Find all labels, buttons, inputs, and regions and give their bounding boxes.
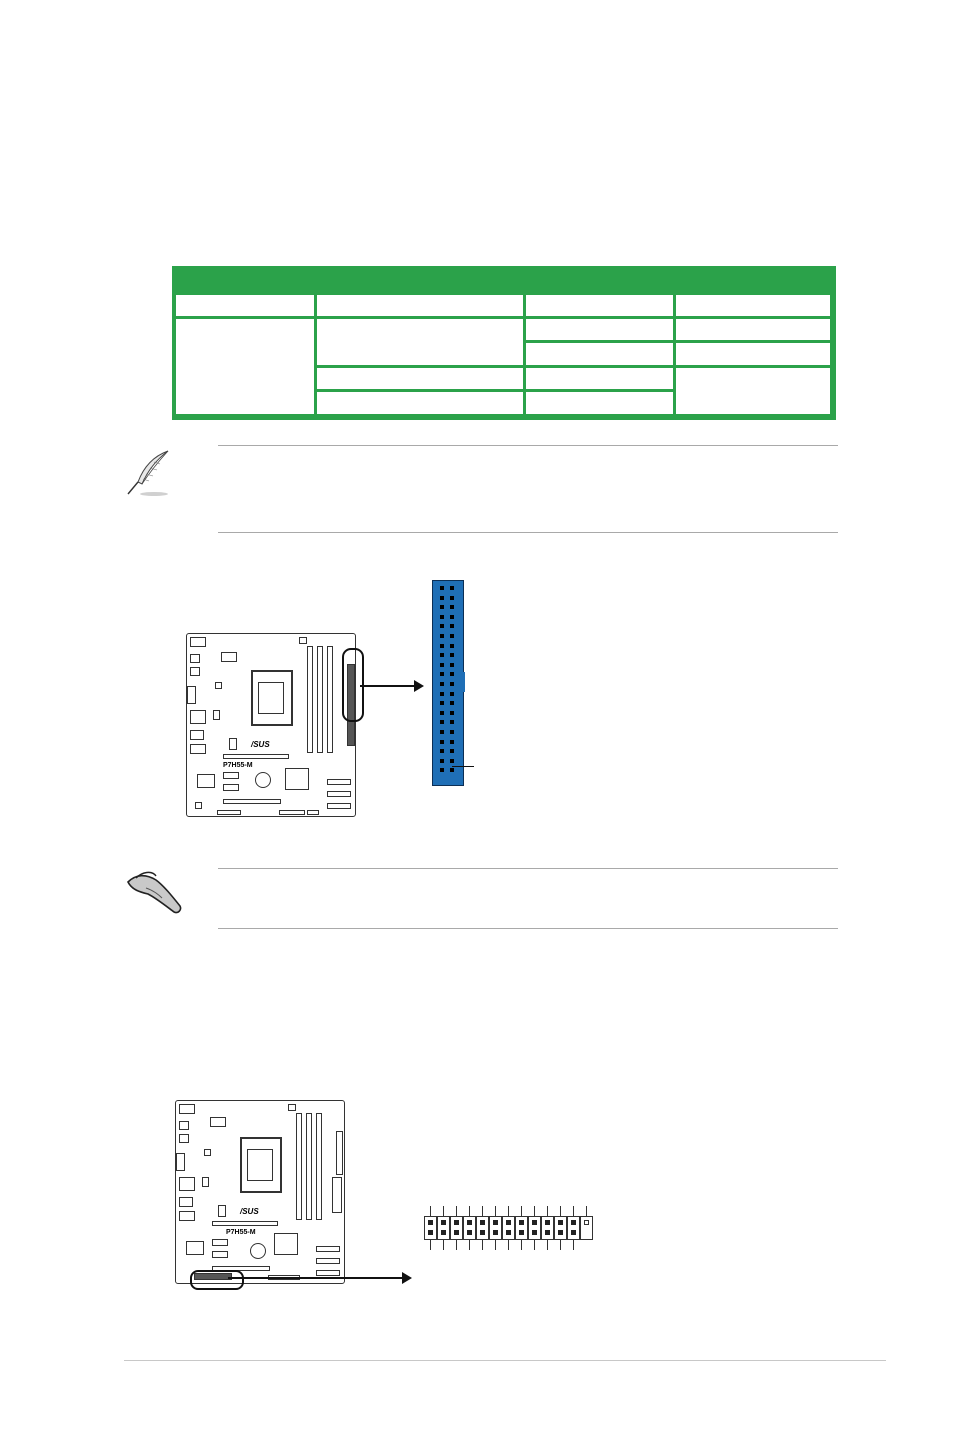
ide-pin: [440, 711, 444, 715]
pin: [558, 1220, 563, 1225]
header-pin-pair: [424, 1216, 437, 1240]
ide-pin: [440, 682, 444, 686]
table-cell: [317, 368, 523, 389]
ide-pin: [440, 653, 444, 657]
pin: [506, 1230, 511, 1235]
table-cell: [526, 343, 673, 365]
pin: [571, 1220, 576, 1225]
pin: [480, 1230, 485, 1235]
header-pin-pair: [515, 1216, 528, 1240]
header-pin-pair: [554, 1216, 567, 1240]
pin-leader-line: [430, 1206, 431, 1216]
pin: [545, 1230, 550, 1235]
pin-leader-line: [534, 1206, 535, 1216]
pin: [493, 1220, 498, 1225]
pin-leader-line: [573, 1240, 574, 1250]
pin: [493, 1230, 498, 1235]
ide-pin: [440, 768, 444, 772]
pin: [467, 1230, 472, 1235]
pin: [519, 1230, 524, 1235]
pin: [467, 1220, 472, 1225]
pointing-hand-icon: [122, 866, 186, 918]
ide-pin: [450, 615, 454, 619]
ide-pin: [440, 730, 444, 734]
ide-pin: [450, 644, 454, 648]
pin-leader-line: [443, 1240, 444, 1250]
table-cell: [176, 295, 314, 316]
ide-pin: [450, 634, 454, 638]
callout-arrow-line: [228, 1277, 404, 1279]
ide-pin: [450, 672, 454, 676]
ide-connector: [432, 580, 464, 786]
pin: [428, 1220, 433, 1225]
ide-pin: [450, 740, 454, 744]
pin: [532, 1230, 537, 1235]
ide-pin: [450, 653, 454, 657]
pin-leader-line: [547, 1240, 548, 1250]
pin: [558, 1230, 563, 1235]
table-cell: [526, 295, 673, 316]
ide-pin: [450, 711, 454, 715]
ide-pin: [450, 682, 454, 686]
pin-leader-line: [547, 1206, 548, 1216]
pin-leader-line: [469, 1240, 470, 1250]
header-pin-pair: [450, 1216, 463, 1240]
pin-leader-line: [521, 1240, 522, 1250]
table-cell: [176, 319, 314, 414]
ide-pin: [450, 701, 454, 705]
caution-top-rule: [218, 868, 838, 869]
note-bottom-rule: [218, 532, 838, 533]
ide-pin: [440, 663, 444, 667]
header-pin-pair: [580, 1216, 593, 1240]
pin-leader-line: [443, 1206, 444, 1216]
pin: [532, 1220, 537, 1225]
ide-pin: [450, 768, 454, 772]
motherboard-layout-header: [175, 1100, 345, 1284]
header-highlight-ring: [190, 1270, 244, 1290]
footer-rule: [124, 1360, 886, 1361]
ide-pin: [440, 624, 444, 628]
arrow-head-icon: [414, 680, 424, 692]
ide-pin: [440, 672, 444, 676]
ide-mode-table: [172, 266, 836, 420]
pin-leader-line: [573, 1206, 574, 1216]
pin-leader-line: [534, 1240, 535, 1250]
ide-pin: [450, 759, 454, 763]
ide-pin: [450, 730, 454, 734]
header-pin-pair: [476, 1216, 489, 1240]
ide-pin: [440, 644, 444, 648]
pin: [584, 1220, 589, 1225]
asus-logo: /SUS: [240, 1207, 259, 1216]
arrow-head-icon: [402, 1272, 412, 1284]
ide-pin: [440, 740, 444, 744]
table-cell: [526, 319, 673, 340]
ide-pin: [440, 701, 444, 705]
table-cell: [676, 295, 830, 316]
pin: [571, 1230, 576, 1235]
pin-leader-line: [521, 1206, 522, 1216]
ide-pin: [440, 596, 444, 600]
pin: [428, 1230, 433, 1235]
pin: [519, 1220, 524, 1225]
ide-pin: [450, 586, 454, 590]
ide-pin: [450, 596, 454, 600]
pin-leader-line: [508, 1240, 509, 1250]
table-cell: [676, 319, 830, 340]
pin-leader-line: [456, 1240, 457, 1250]
pin-leader-line: [495, 1206, 496, 1216]
ide-pin: [440, 586, 444, 590]
callout-arrow-line: [360, 685, 418, 687]
table-cell: [676, 343, 830, 365]
pin-leader-line: [586, 1206, 587, 1216]
table-cell: [676, 368, 830, 414]
ide-pin: [450, 692, 454, 696]
feather-quill-icon: [124, 448, 174, 498]
ide-pin: [440, 615, 444, 619]
table-header: [172, 266, 836, 292]
asus-logo: /SUS: [251, 740, 270, 749]
table-cell: [317, 319, 523, 365]
ide-pin: [440, 605, 444, 609]
table-cell: [526, 392, 673, 414]
ide-pin: [450, 749, 454, 753]
header-pin-pair: [463, 1216, 476, 1240]
pin: [441, 1230, 446, 1235]
pin: [545, 1220, 550, 1225]
ide-pin: [450, 605, 454, 609]
pin-leader-line: [482, 1240, 483, 1250]
header-pin-pair: [437, 1216, 450, 1240]
header-pin-pair: [502, 1216, 515, 1240]
board-model-label: P7H55-M: [226, 1229, 256, 1236]
pin-leader-line: [456, 1206, 457, 1216]
pin-leader-line: [508, 1206, 509, 1216]
pin-leader-line: [430, 1240, 431, 1250]
ide-pin: [440, 749, 444, 753]
pin: [454, 1230, 459, 1235]
note-top-rule: [218, 445, 838, 446]
table-cell: [317, 392, 523, 414]
ide-pin: [440, 720, 444, 724]
ide-pin: [450, 663, 454, 667]
ide-pin: [440, 634, 444, 638]
pin: [454, 1220, 459, 1225]
pin-leader-line: [482, 1206, 483, 1216]
header-pin-pair: [489, 1216, 502, 1240]
table-cell: [526, 368, 673, 389]
table-cell: [317, 295, 523, 316]
pin: [441, 1220, 446, 1225]
board-model-label: P7H55-M: [223, 762, 253, 769]
pin-leader-line: [560, 1240, 561, 1250]
pin-header-diagram: [424, 1204, 596, 1250]
header-pin-pair: [541, 1216, 554, 1240]
ide-connector-key: [462, 672, 465, 692]
motherboard-layout-ide: [186, 633, 356, 817]
pin1-leader-line: [452, 766, 474, 767]
caution-bottom-rule: [218, 928, 838, 929]
pin: [480, 1220, 485, 1225]
header-pin-pair: [567, 1216, 580, 1240]
ide-pin: [450, 720, 454, 724]
ide-pin: [450, 624, 454, 628]
header-pin-pair: [528, 1216, 541, 1240]
pin-leader-line: [560, 1206, 561, 1216]
pin: [506, 1220, 511, 1225]
ide-pin: [440, 692, 444, 696]
ide-pin: [440, 759, 444, 763]
pin-leader-line: [495, 1240, 496, 1250]
pin-leader-line: [469, 1206, 470, 1216]
